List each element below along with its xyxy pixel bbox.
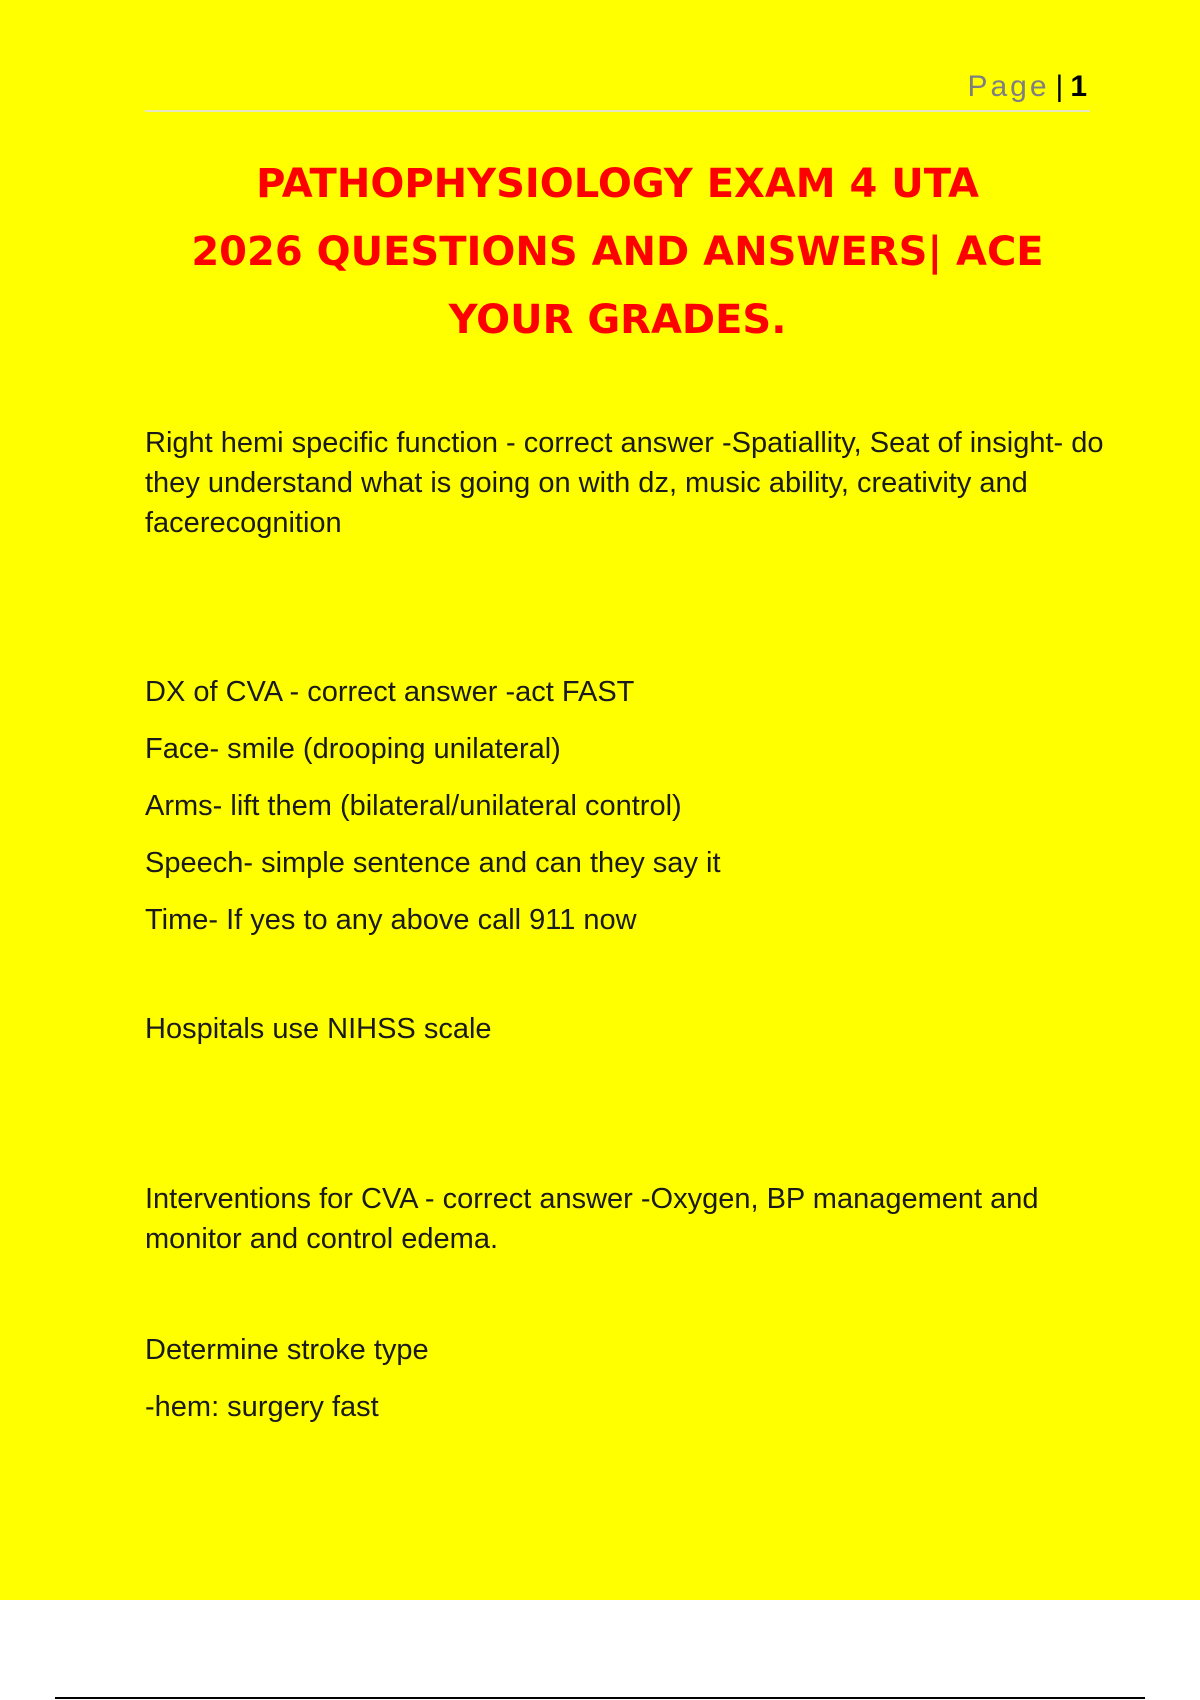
- text-line: Time- If yes to any above call 911 now: [145, 904, 637, 936]
- page-separator: |: [1055, 70, 1067, 103]
- title-line: 2026 QUESTIONS AND ANSWERS| ACE: [191, 229, 1044, 275]
- page-label: Page: [967, 70, 1050, 103]
- qa-dx-cva: [145, 672, 1105, 940]
- text-line: -hem: surgery fast: [145, 1391, 379, 1423]
- page-bottom-rule: [55, 1697, 1145, 1699]
- qa-right-hemi: Right hemi specific function - correct answer -Spatiallity, Seat of insight- do they understand what is going on with dz, music ability, creativity and facerecognition: [145, 427, 1104, 539]
- title-line: YOUR GRADES.: [448, 297, 787, 343]
- nihss-note: Hospitals use NIHSS scale: [145, 1013, 492, 1045]
- stroke-type-notes: [145, 1330, 1105, 1427]
- text-line: Determine stroke type: [145, 1334, 429, 1366]
- page-number: 1: [1070, 70, 1090, 103]
- page-header: [145, 70, 1090, 110]
- text-line: Face- smile (drooping unilateral): [145, 733, 561, 765]
- header-rule: [145, 110, 1090, 112]
- text-line: Speech- simple sentence and can they say it: [145, 847, 721, 879]
- title-line: PATHOPHYSIOLOGY EXAM 4 UTA: [256, 161, 979, 207]
- qa-interventions-cva: Interventions for CVA - correct answer -Oxygen, BP management and monitor and control edema.: [145, 1183, 1039, 1255]
- text-line: Arms- lift them (bilateral/unilateral control): [145, 790, 682, 822]
- document-title: [100, 150, 1135, 354]
- text-line: DX of CVA - correct answer -act FAST: [145, 676, 635, 708]
